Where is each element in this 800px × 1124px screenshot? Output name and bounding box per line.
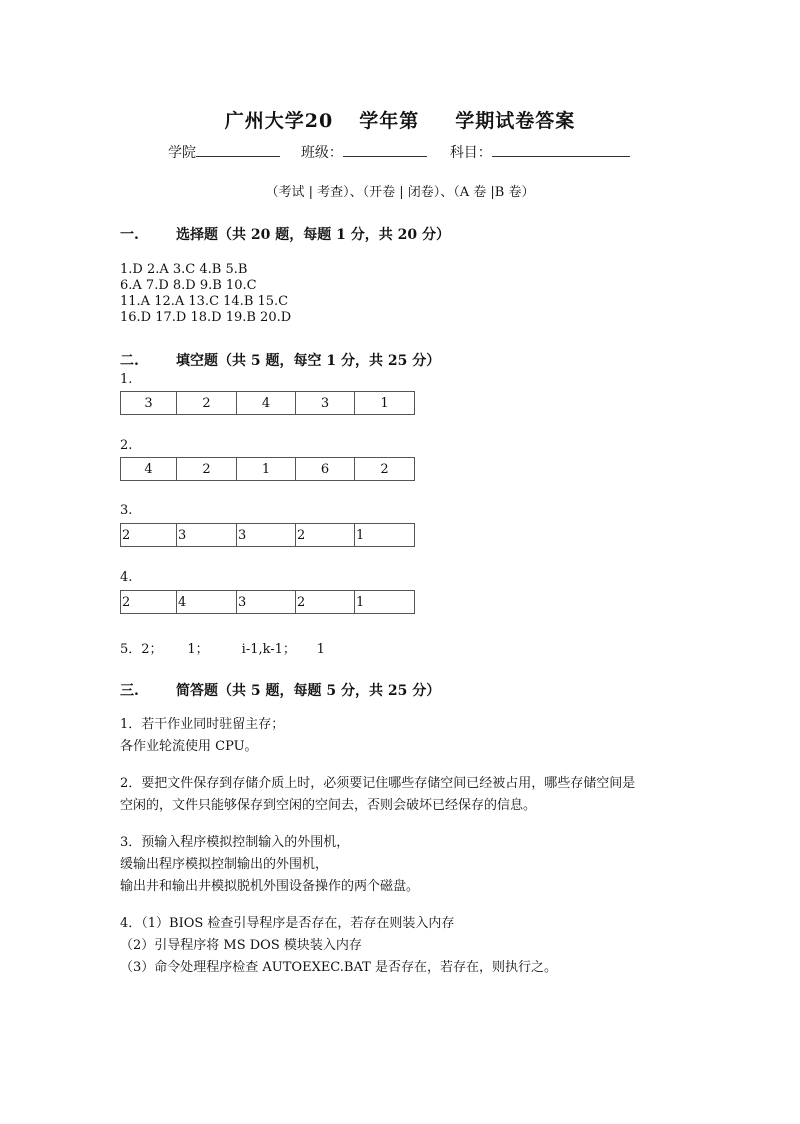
table-cell: 3 xyxy=(296,392,355,415)
section1-number: 一. xyxy=(120,227,139,243)
section1-title: 选择题（共 20 题，每题 1 分，共 20 分） xyxy=(176,227,450,243)
table-cell: 2 xyxy=(121,524,177,547)
answer-line: 3．预输入程序模拟控制输入的外围机， xyxy=(120,835,350,850)
table-cell: 6 xyxy=(296,458,355,481)
section2-heading xyxy=(120,350,440,370)
section3-number: 三. xyxy=(120,683,139,699)
class-label: 班级： xyxy=(300,145,343,161)
answer-line: 缓输出程序模拟控制输出的外围机， xyxy=(120,857,329,872)
fill-q4-table xyxy=(120,590,415,614)
subject-label: 科目： xyxy=(449,145,492,161)
title-part-2: 学年第 xyxy=(359,110,420,132)
section1-heading xyxy=(120,224,450,244)
choice-answer-line: 11.A 12.A 13.C 14.B 15.C xyxy=(120,294,289,309)
answer-line: （2）引导程序将 MS DOS 模块装入内存 xyxy=(120,938,362,953)
table-cell: 1 xyxy=(355,392,415,415)
table-cell: 3 xyxy=(237,524,296,547)
fill-q2-table xyxy=(120,457,415,481)
table-cell: 1 xyxy=(355,591,415,614)
short-answer-3 xyxy=(120,832,700,898)
answer-line: 输出井和输出井模拟脱机外围设备操作的两个磁盘。 xyxy=(120,879,420,894)
table-cell: 3 xyxy=(237,591,296,614)
fill-q5-answer: 5．2； 1； i-1,k-1； 1 xyxy=(120,642,325,657)
college-blank xyxy=(196,142,280,157)
table-cell: 2 xyxy=(296,591,355,614)
title-part-3: 学期试卷答案 xyxy=(455,110,576,132)
choice-answers xyxy=(120,262,291,326)
table-cell: 2 xyxy=(355,458,415,481)
table-cell: 2 xyxy=(177,392,237,415)
fill-q1-table xyxy=(120,391,415,415)
table-cell: 4 xyxy=(237,392,296,415)
fill-q3-table xyxy=(120,523,415,547)
section3-heading xyxy=(120,680,440,700)
exam-type-line: （考试 | 考查）、（开卷 | 闭卷）、（A 卷 |B 卷） xyxy=(265,185,535,200)
choice-answer-line: 16.D 17.D 18.D 19.B 20.D xyxy=(120,310,292,325)
table-cell: 1 xyxy=(237,458,296,481)
choice-answer-line: 1.D 2.A 3.C 4.B 5.B xyxy=(120,262,248,277)
table-cell: 3 xyxy=(177,524,237,547)
table-cell: 3 xyxy=(121,392,177,415)
table-cell: 4 xyxy=(121,458,177,481)
answer-line: 4．（1）BIOS 检查引导程序是否存在，若存在则装入内存 xyxy=(120,916,455,931)
class-blank xyxy=(343,142,427,157)
fill-q2-label: 2. xyxy=(120,438,133,453)
fill-q1-label: 1. xyxy=(120,372,133,387)
table-cell: 2 xyxy=(177,458,237,481)
answer-line: 空闲的，文件只能够保存到空闲的空间去，否则会破坏已经保存的信息。 xyxy=(120,798,537,813)
section2-number: 二. xyxy=(120,353,139,369)
college-label: 学院 xyxy=(168,145,196,161)
choice-answer-line: 6.A 7.D 8.D 9.B 10.C xyxy=(120,278,257,293)
section2-title: 填空题（共 5 题，每空 1 分，共 25 分） xyxy=(176,353,441,369)
fill-q4-label: 4. xyxy=(120,570,133,585)
table-cell: 4 xyxy=(177,591,237,614)
table-cell: 2 xyxy=(296,524,355,547)
answer-line: 2．要把文件保存到存储介质上时，必须要记住哪些存储空间已经被占用，哪些存储空间是 xyxy=(120,776,636,791)
info-line xyxy=(168,142,630,162)
page-title xyxy=(0,106,800,133)
table-cell: 1 xyxy=(355,524,415,547)
subject-blank xyxy=(492,142,630,157)
table-cell: 2 xyxy=(121,591,177,614)
answer-line: 1．若干作业同时驻留主存； xyxy=(120,717,285,732)
answer-line: （3）命令处理程序检查 AUTOEXEC.BAT 是否存在，若存在，则执行之。 xyxy=(120,960,557,975)
short-answer-2 xyxy=(120,773,700,817)
section3-title: 简答题（共 5 题，每题 5 分，共 25 分） xyxy=(176,683,441,699)
short-answer-1 xyxy=(120,714,700,758)
title-part-1: 广州大学20 xyxy=(224,110,334,132)
short-answer-4 xyxy=(120,913,700,979)
fill-q3-label: 3. xyxy=(120,503,133,518)
answer-line: 各作业轮流使用 CPU。 xyxy=(120,739,258,754)
